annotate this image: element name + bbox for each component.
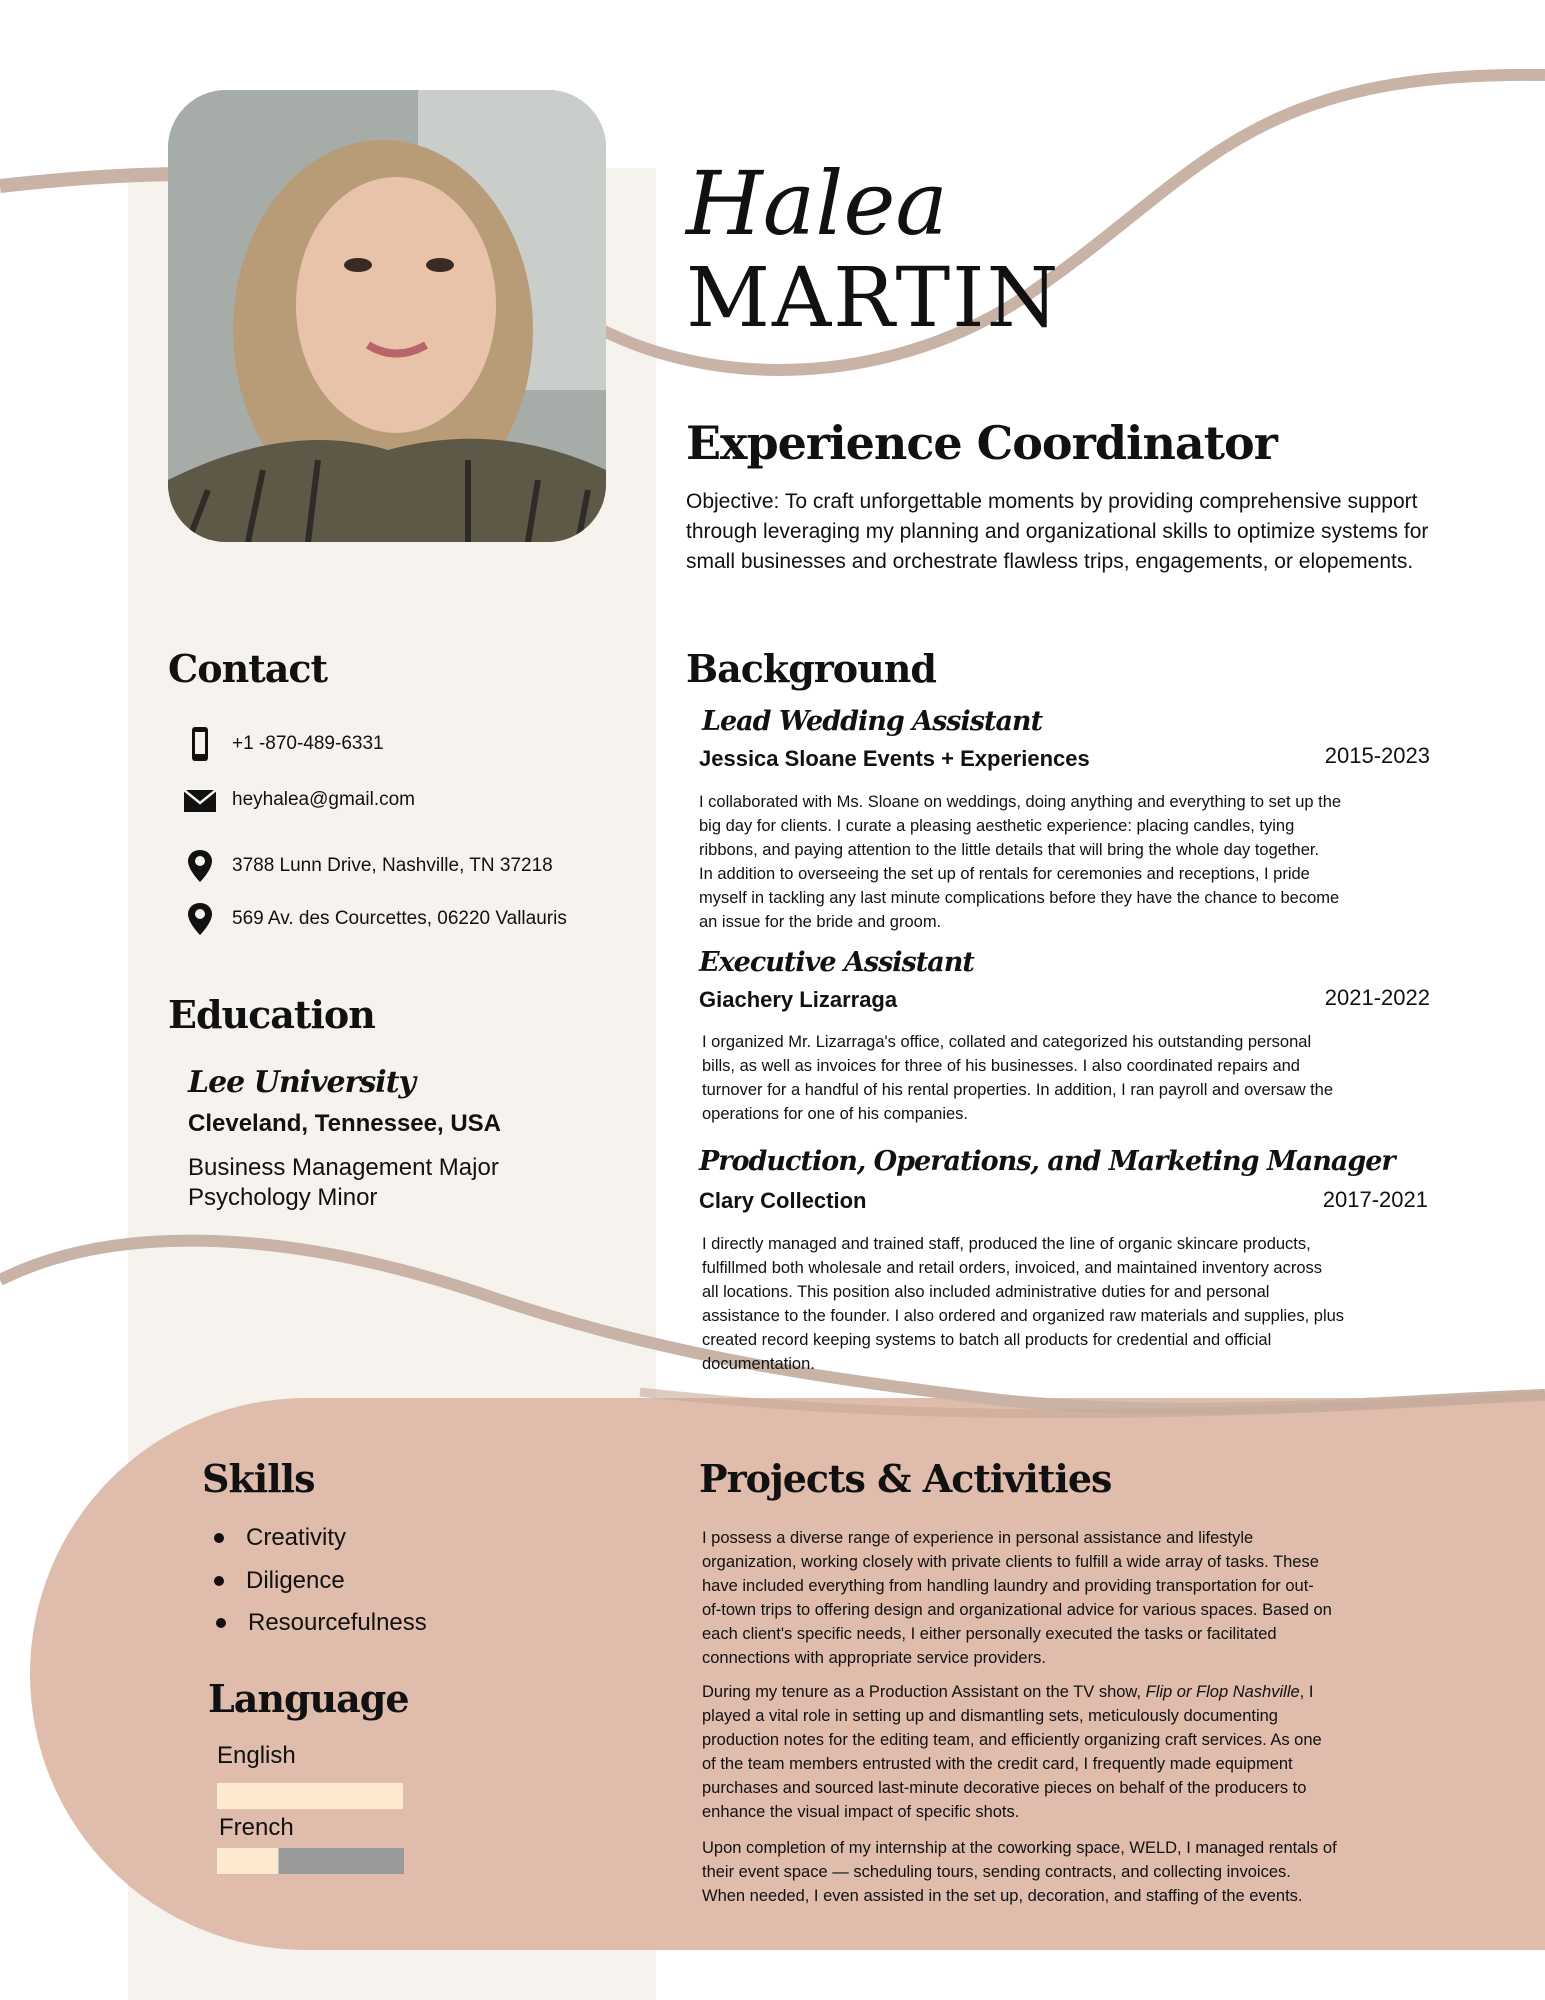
degree-major: Business Management Major — [188, 1154, 499, 1181]
skill-label: Creativity — [246, 1524, 347, 1551]
job-description-line: In addition to overseeing the set up of rentals for ceremonies and receptions, I pride — [699, 865, 1310, 883]
role-title: Experience Coordinator — [686, 416, 1277, 470]
paragraph-line: have included everything from handling laundry and providing transportation for out- — [702, 1577, 1314, 1595]
job-description-line: ribbons, and paying attention to the little details that will bring the whole day together. — [699, 841, 1320, 859]
profile-photo — [168, 90, 606, 542]
paragraph-line: I possess a diverse range of experience in personal assistance and lifestyle — [702, 1529, 1254, 1547]
paragraph-line — [702, 1680, 1322, 1704]
location-pin-icon — [182, 901, 218, 937]
mail-icon — [182, 782, 218, 818]
projects-paragraph — [702, 1680, 1322, 1824]
address-line: 3788 Lunn Drive, Nashville, TN 37218 — [232, 855, 553, 876]
skill-item — [216, 1609, 427, 1637]
job-company: Jessica Sloane Events + Experiences — [699, 746, 1090, 771]
paragraph-line: of-town trips to offering design and organizational advice for various spaces. Based on — [702, 1601, 1332, 1619]
email-address: heyhalea@gmail.com — [232, 789, 415, 810]
contact-address-2 — [182, 901, 567, 937]
job-description-line: myself in tackling any last minute complications before they have the chance to become — [699, 889, 1340, 907]
job-title: Lead Wedding Assistant — [702, 706, 1043, 737]
degree-minor: Psychology Minor — [188, 1184, 378, 1211]
contact-email — [182, 782, 415, 818]
job-title: Production, Operations, and Marketing Manager — [699, 1146, 1395, 1177]
job-company: Clary Collection — [699, 1188, 867, 1213]
job-description-line: created record keeping systems to batch all products for credential and official — [702, 1331, 1272, 1349]
projects-paragraph — [702, 1526, 1332, 1670]
paragraph-line: Upon completion of my internship at the coworking space, WELD, I managed rentals of — [702, 1839, 1337, 1857]
skill-item — [214, 1567, 345, 1595]
paragraph-line: each client's specific needs, I either personally executed the tasks or facilitated — [702, 1625, 1277, 1643]
skills-heading: Skills — [202, 1456, 315, 1501]
paragraph-line: of the team members entrusted with the credit card, I frequently made equipment — [702, 1755, 1293, 1773]
paragraph-line: When needed, I even assisted in the set up, decoration, and staffing of the events. — [702, 1887, 1303, 1905]
job-description-line: documentation. — [702, 1355, 815, 1373]
objective-text: Objective: To craft unforgettable moments by providing comprehensive support through leveraging my planning and organizational skills to optimize systems for small businesses and orchestrate flawless trips, engagements, or elopements. — [686, 490, 1429, 573]
bullet-icon — [214, 1576, 224, 1586]
paragraph-line: played a vital role in setting up and dismantling sets, meticulously documenting — [702, 1707, 1278, 1725]
job-description-line: I directly managed and trained staff, produced the line of organic skincare products, — [702, 1235, 1311, 1253]
bullet-icon — [216, 1618, 226, 1628]
paragraph-text: , I — [1299, 1683, 1314, 1701]
language-level-bar — [217, 1783, 403, 1809]
projects-paragraph — [702, 1836, 1337, 1908]
job-description-line: turnover for a handful of his rental properties. In addition, I ran payroll and oversaw the — [702, 1081, 1334, 1099]
paragraph-line: purchases and sourced last-minute decorative pieces on behalf of the producers to — [702, 1779, 1307, 1797]
paragraph-text: During my tenure as a Production Assistant on the TV show, — [702, 1683, 1146, 1701]
job-description-line: I collaborated with Ms. Sloane on weddings, doing anything and everything to set up the — [699, 793, 1342, 811]
language-name: English — [217, 1742, 296, 1769]
contact-phone — [182, 726, 384, 762]
language-name: French — [219, 1814, 294, 1841]
job-description-line: assistance to the founder. I also ordered and organized raw materials and supplies, plus — [702, 1307, 1345, 1325]
contact-address-1 — [182, 848, 553, 884]
skill-label: Diligence — [246, 1567, 345, 1594]
job-description-line: fulfillmed both wholesale and retail orders, invoiced, and maintained inventory across — [702, 1259, 1323, 1277]
job-years: 2017-2021 — [1322, 1187, 1428, 1212]
paragraph-line: their event space — scheduling tours, sending contracts, and collecting invoices. — [702, 1863, 1291, 1881]
school-name: Lee University — [188, 1065, 415, 1100]
contact-heading: Contact — [168, 646, 328, 691]
job-description — [702, 1232, 1344, 1376]
job-years: 2015-2023 — [1324, 743, 1430, 768]
job-description — [702, 1030, 1333, 1126]
last-name: MARTIN — [686, 251, 1061, 346]
tv-show-title: Flip or Flop Nashville — [1145, 1683, 1300, 1701]
job-company: Giachery Lizarraga — [699, 987, 898, 1012]
paragraph-line: production notes for the editing team, and efficiently organizing craft services. As one — [702, 1731, 1322, 1749]
job-title: Executive Assistant — [699, 947, 974, 978]
phone-number: +1 -870-489-6331 — [232, 733, 384, 754]
phone-icon — [182, 726, 218, 762]
school-location: Cleveland, Tennessee, USA — [188, 1110, 502, 1137]
job-description-line: I organized Mr. Lizarraga's office, collated and categorized his outstanding personal — [702, 1033, 1312, 1051]
job-description-line: big day for clients. I curate a pleasing aesthetic experience: placing candles, tying — [699, 817, 1295, 835]
job-description-line: operations for one of his companies. — [702, 1105, 968, 1123]
bullet-icon — [214, 1533, 224, 1543]
skill-label: Resourcefulness — [248, 1609, 427, 1636]
job-description-line: all locations. This position also included administrative duties for and personal — [702, 1283, 1270, 1301]
paragraph-line: organization, working closely with private clients to fulfill a wide array of tasks. These — [702, 1553, 1319, 1571]
paragraph-line: enhance the visual impact of specific shots. — [702, 1803, 1020, 1821]
language-level-bar — [217, 1848, 404, 1874]
projects-heading: Projects & Activities — [699, 1456, 1112, 1501]
job-description — [699, 790, 1341, 934]
first-name: Halea — [686, 152, 948, 255]
job-description-line: bills, as well as invoices for three of his businesses. I also coordinated repairs and — [702, 1057, 1300, 1075]
education-heading: Education — [168, 992, 375, 1037]
paragraph-line: connections with appropriate service providers. — [702, 1649, 1046, 1667]
address-line: 569 Av. des Courcettes, 06220 Vallauris — [232, 908, 567, 929]
job-years: 2021-2022 — [1324, 985, 1430, 1010]
job-description-line: an issue for the bride and groom. — [699, 913, 942, 931]
skill-item — [214, 1524, 346, 1552]
background-heading: Background — [686, 646, 936, 691]
location-pin-icon — [182, 848, 218, 884]
language-heading: Language — [208, 1676, 409, 1721]
